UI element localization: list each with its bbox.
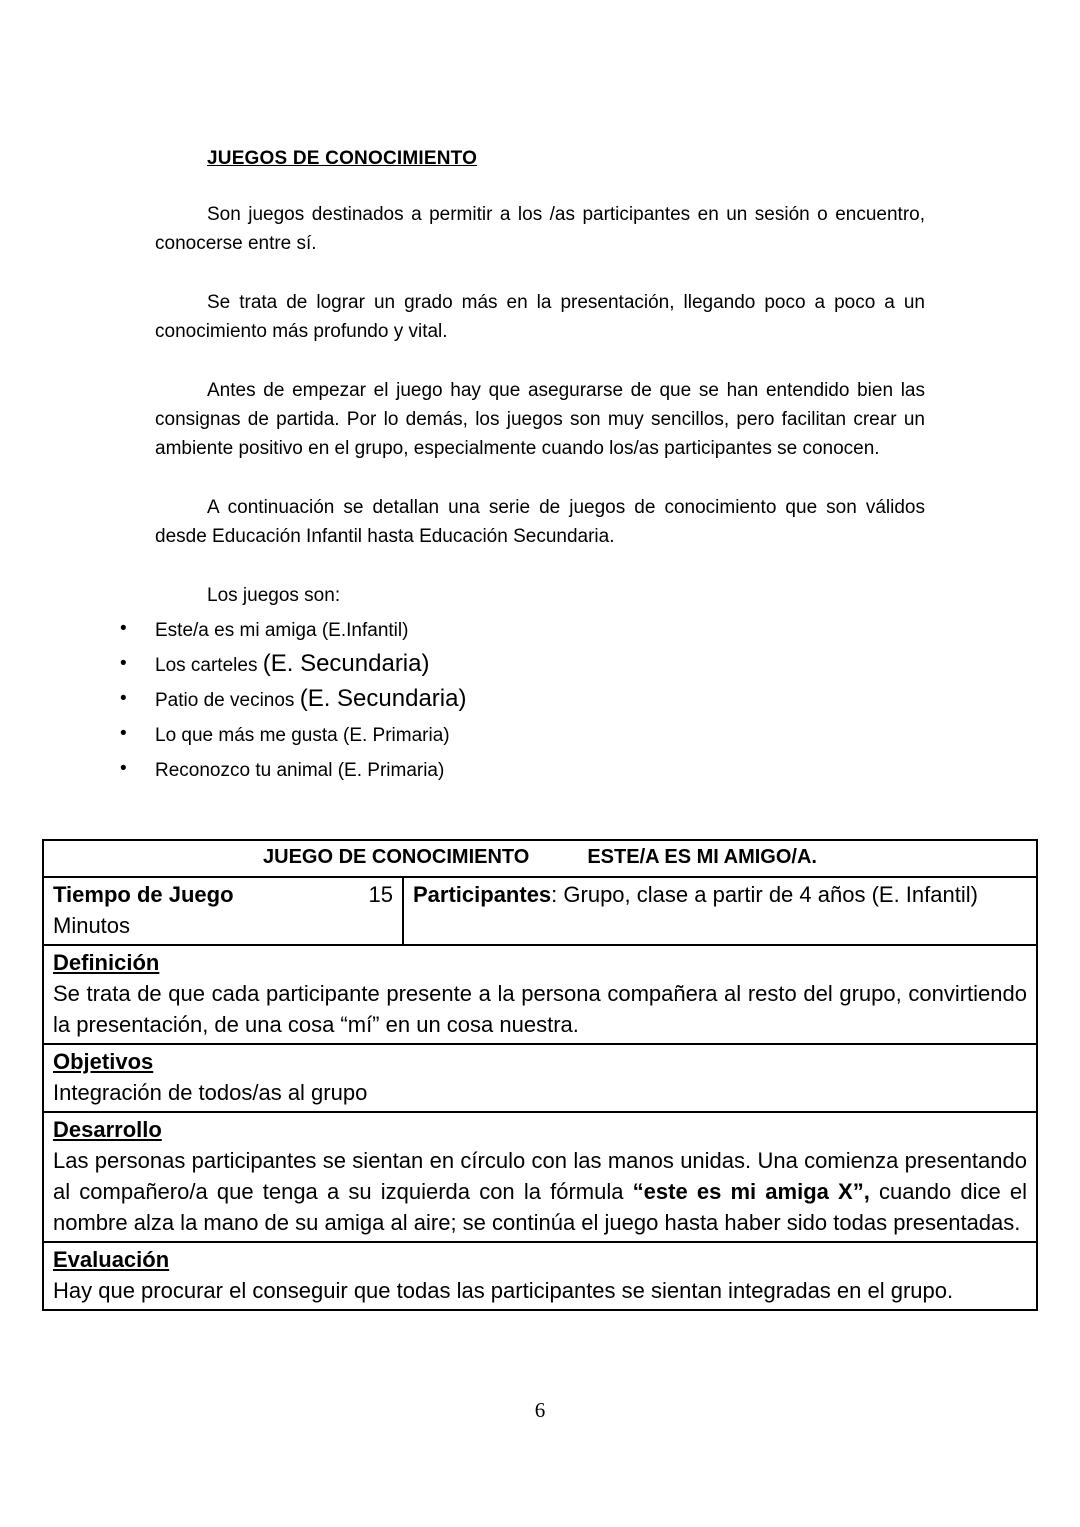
list-item-text: Reconozco tu animal (E. Primaria): [155, 760, 445, 781]
desarrollo-label: Desarrollo: [53, 1117, 162, 1142]
tiempo-unit: Minutos: [53, 913, 131, 938]
participantes-text: : Grupo, clase a partir de 4 años (E. Infantil): [551, 882, 978, 907]
tiempo-value: 15: [368, 882, 393, 907]
objetivos-text: Integración de todos/as al grupo: [53, 1080, 368, 1105]
game-table: [42, 839, 1038, 1311]
objetivos-label: Objetivos: [53, 1049, 154, 1074]
tiempo-label: Tiempo de Juego: [53, 882, 234, 907]
table-title-right: ESTE/A ES MI AMIGO/A.: [587, 846, 817, 868]
evaluacion-label: Evaluación: [53, 1247, 170, 1272]
definicion-row: [43, 945, 1037, 1044]
paragraph-4: A continuación se detallan una serie de juegos de conocimiento que son válidos desde Educación Infantil hasta Educación Secundaria.: [155, 497, 925, 547]
list-item-text: Patio de vecinos: [155, 690, 300, 711]
tiempo-cell: [43, 877, 403, 945]
table-title-row: [43, 840, 1037, 877]
page-number: 6: [534, 1398, 546, 1422]
list-item: [120, 717, 1080, 752]
desarrollo-cell: [43, 1112, 1037, 1242]
definicion-text: Se trata de que cada participante presente a la persona compañera al resto del grupo, convirtiendo la presentación, de una cosa “mí” en un cosa nuestra.: [53, 981, 1027, 1037]
games-list: [120, 612, 1080, 787]
page-title: JUEGOS DE CONOCIMIENTO: [207, 148, 478, 169]
list-item-text: Lo que más me gusta (E. Primaria): [155, 725, 450, 746]
desarrollo-text-part2: cuando dice el nombre alza la mano de su amiga al aire; se continúa el juego hasta haber sido todas presentadas.: [53, 1179, 1027, 1235]
objetivos-cell: [43, 1044, 1037, 1112]
table-title-left: JUEGO DE CONOCIMIENTO: [263, 846, 530, 868]
list-item-tag: (E. Secundaria): [299, 685, 467, 712]
desarrollo-text-part1: Las personas participantes se sientan en círculo con las manos unidas. Una comienza presentando al compañero/a que tenga a su izquierda con la fórmula: [53, 1148, 1027, 1204]
participantes-label: Participantes: [413, 882, 552, 907]
evaluacion-text: Hay que procurar el conseguir que todas las participantes se sientan integradas en el grupo.: [53, 1278, 954, 1303]
paragraph-3: Antes de empezar el juego hay que asegurarse de que se han entendido bien las consignas de partida. Por lo demás, los juegos son muy sencillos, pero facilitan crear un ambiente positivo en el grupo, especialmente cuando los/as participantes se conocen.: [155, 380, 925, 459]
definicion-label: Definición: [53, 950, 160, 975]
desarrollo-text-bold: “este es mi amiga X”,: [632, 1179, 870, 1204]
list-item: [120, 752, 1080, 787]
definicion-cell: [43, 945, 1037, 1044]
list-item-text: Los carteles: [155, 655, 263, 676]
objetivos-row: [43, 1044, 1037, 1112]
table-title-inner: [53, 842, 1027, 873]
table-title-cell: [43, 840, 1037, 877]
desarrollo-row: [43, 1112, 1037, 1242]
list-item-text: Este/a es mi amiga (E.Infantil): [155, 620, 409, 641]
paragraph-2: Se trata de lograr un grado más en la presentación, llegando poco a poco a un conocimiento más profundo y vital.: [155, 292, 925, 342]
paragraph-1: Son juegos destinados a permitir a los /as participantes en un sesión o encuentro, conocerse entre sí.: [155, 204, 925, 254]
tiempo-line: [53, 879, 393, 910]
evaluacion-cell: [43, 1242, 1037, 1310]
evaluacion-row: [43, 1242, 1037, 1310]
table-meta-row: [43, 877, 1037, 945]
list-intro: Los juegos son:: [207, 585, 341, 606]
list-item: [120, 612, 1080, 647]
participantes-cell: [403, 877, 1037, 945]
list-item-tag: (E. Secundaria): [262, 650, 430, 677]
list-item: [120, 647, 1080, 682]
list-item: [120, 682, 1080, 717]
